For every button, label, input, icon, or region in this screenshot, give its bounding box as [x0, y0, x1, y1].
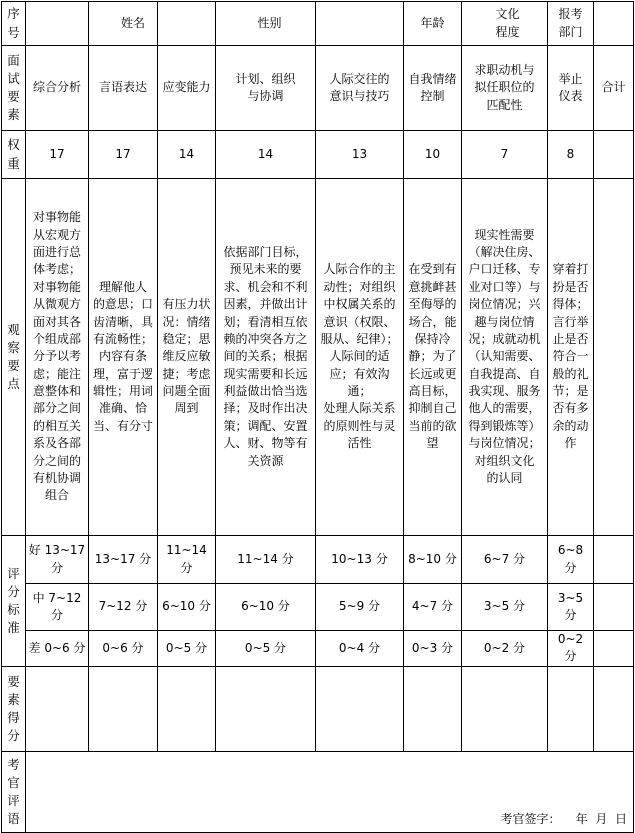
score-range: 3~5 分 — [462, 584, 548, 631]
element-score-total-cell[interactable] — [594, 666, 634, 751]
element-interpersonal-skills: 人际交往的 意识与技巧 — [316, 46, 404, 131]
score-total-cell[interactable] — [594, 631, 634, 667]
score-grade-poor: 差 0~6 分 — [26, 631, 89, 667]
education-label: 文化 程度 — [462, 2, 548, 46]
score-grade-mid: 中 7~12 分 — [26, 584, 89, 631]
examiner-comments-area[interactable] — [26, 751, 634, 832]
row-header-weight: 权 重 — [2, 131, 26, 179]
weight-value: 13 — [316, 131, 404, 179]
score-range: 0~5 分 — [216, 631, 316, 667]
score-range: 6~10 分 — [158, 584, 216, 631]
info-row — [2, 2, 634, 46]
weight-value: 14 — [216, 131, 316, 179]
observation-text: 理解他人 的意思；口 齿清晰，具 有流畅性； 内容有条 理，富于逻 辑性；用词 准确、恰 当、有分寸 — [89, 179, 158, 536]
element-score-cell[interactable] — [216, 666, 316, 751]
observation-text: 现实性需要 （解决住房、 户口迁移、专 业对口等）与 岗位情况；兴 趣与岗位情 况；成就动机 （认知需要、 自我提高、自 我实现、服务 他人的需要， 得到锻炼等） 与岗位情况； 对组织文化 的认同 — [462, 179, 548, 536]
element-score-cell[interactable] — [548, 666, 594, 751]
score-range: 0~4 分 — [316, 631, 404, 667]
score-range: 4~7 分 — [404, 584, 462, 631]
element-planning-organizing: 计划、组织 与协调 — [216, 46, 316, 131]
weight-value: 17 — [89, 131, 158, 179]
element-job-motivation: 求职动机与 拟任职位的 匹配性 — [462, 46, 548, 131]
scoring-poor-row — [2, 631, 634, 667]
score-range: 0~5 分 — [158, 631, 216, 667]
row-header-comments: 考 官 评 语 — [2, 751, 26, 832]
observation-total-cell[interactable] — [594, 179, 634, 536]
observation-text: 对事物能 从宏观方 面进行总 体考虑； 对事物能 从微观方 面对其各 个组成部 分予以考 虑；能注 意整体和 部分之间 的相互关 系及各部 分之间的 有机协调 组合 — [26, 179, 89, 536]
row-header-scoring: 评 分 标 准 — [2, 536, 26, 667]
weight-total-cell[interactable] — [594, 131, 634, 179]
elements-row — [2, 46, 634, 131]
department-value-cell[interactable] — [594, 2, 634, 46]
element-score-cell[interactable] — [158, 666, 216, 751]
element-verbal-expression: 言语表达 — [89, 46, 158, 131]
observation-text: 人际合作的主 动性；对组织 中权属关系的 意识（权限、 服从、纪律）； 人际间的适 应；有效沟通； 处理人际关系 的原则性与灵 活性 — [316, 179, 404, 536]
observation-row — [2, 179, 634, 536]
element-score-row — [2, 666, 634, 751]
score-range: 0~2 分 — [548, 631, 594, 667]
scoring-good-row — [2, 536, 634, 584]
score-total-cell[interactable] — [594, 584, 634, 631]
score-range: 0~2 分 — [462, 631, 548, 667]
score-range: 5~9 分 — [316, 584, 404, 631]
element-emotional-control: 自我情绪 控制 — [404, 46, 462, 131]
observation-text: 在受到有 意挑衅甚 至侮辱的 场合，能 保持冷 静；为了 长远或更 高目标， 抑制自己 当前的欲 望 — [404, 179, 462, 536]
weight-value: 14 — [158, 131, 216, 179]
score-range: 8~10 分 — [404, 536, 462, 584]
element-manners: 举止 仪表 — [548, 46, 594, 131]
element-adaptability: 应变能力 — [158, 46, 216, 131]
element-score-cell[interactable] — [462, 666, 548, 751]
weight-value: 17 — [26, 131, 89, 179]
element-score-cell[interactable] — [26, 666, 89, 751]
weight-value: 8 — [548, 131, 594, 179]
weight-value: 10 — [404, 131, 462, 179]
score-total-cell[interactable] — [594, 536, 634, 584]
row-header-observation: 观 察 要 点 — [2, 179, 26, 536]
age-label: 年龄 — [404, 2, 462, 46]
row-header-elements: 面 试 要 素 — [2, 46, 26, 131]
observation-text: 穿着打 扮是否 得体； 言行举 止是否 符合一 般的礼 节；是 否有多 余的动 作 — [548, 179, 594, 536]
interview-score-sheet — [1, 1, 634, 833]
score-range: 10~13 分 — [316, 536, 404, 584]
row-header-element-score: 要 素 得 分 — [2, 666, 26, 751]
score-range: 13~17 分 — [89, 536, 158, 584]
comments-row — [2, 751, 634, 832]
element-score-cell[interactable] — [89, 666, 158, 751]
element-score-cell[interactable] — [404, 666, 462, 751]
observation-text: 有压力状 况：情绪 稳定；思 维反应敏 捷；考虑 问题全面 周到 — [158, 179, 216, 536]
weights-row — [2, 131, 634, 179]
score-range: 3~5 分 — [548, 584, 594, 631]
row-header-seq: 序 号 — [2, 2, 26, 46]
score-range: 11~14 分 — [216, 536, 316, 584]
score-range: 6~10 分 — [216, 584, 316, 631]
score-range: 7~12 分 — [89, 584, 158, 631]
weight-value: 7 — [462, 131, 548, 179]
gender-label: 性别 — [216, 2, 316, 46]
score-grade-good: 好 13~17 分 — [26, 536, 89, 584]
seq-value-cell[interactable] — [26, 2, 89, 46]
name-label: 姓名 — [89, 2, 158, 46]
score-range: 0~6 分 — [89, 631, 158, 667]
element-score-cell[interactable] — [316, 666, 404, 751]
scoring-mid-row — [2, 584, 634, 631]
element-comprehensive-analysis: 综合分析 — [26, 46, 89, 131]
score-range: 6~7 分 — [462, 536, 548, 584]
gender-value-cell[interactable] — [316, 2, 404, 46]
element-total: 合计 — [594, 46, 634, 131]
name-value-cell[interactable] — [158, 2, 216, 46]
examiner-signature-line: 考官签字： 年 月 日 — [500, 812, 627, 827]
score-range: 6~8 分 — [548, 536, 594, 584]
score-range: 0~3 分 — [404, 631, 462, 667]
department-label: 报考 部门 — [548, 2, 594, 46]
observation-text: 依据部门目标， 预见未来的要 求、机会和不利 因素，并做出计 划；看清相互依 赖的冲突各方之 间的关系；根据 现实需要和长远 利益做出恰当选 择；及时作出决 策；调配、安置 人、财、物等有 关资源 — [216, 179, 316, 536]
score-range: 11~14 分 — [158, 536, 216, 584]
